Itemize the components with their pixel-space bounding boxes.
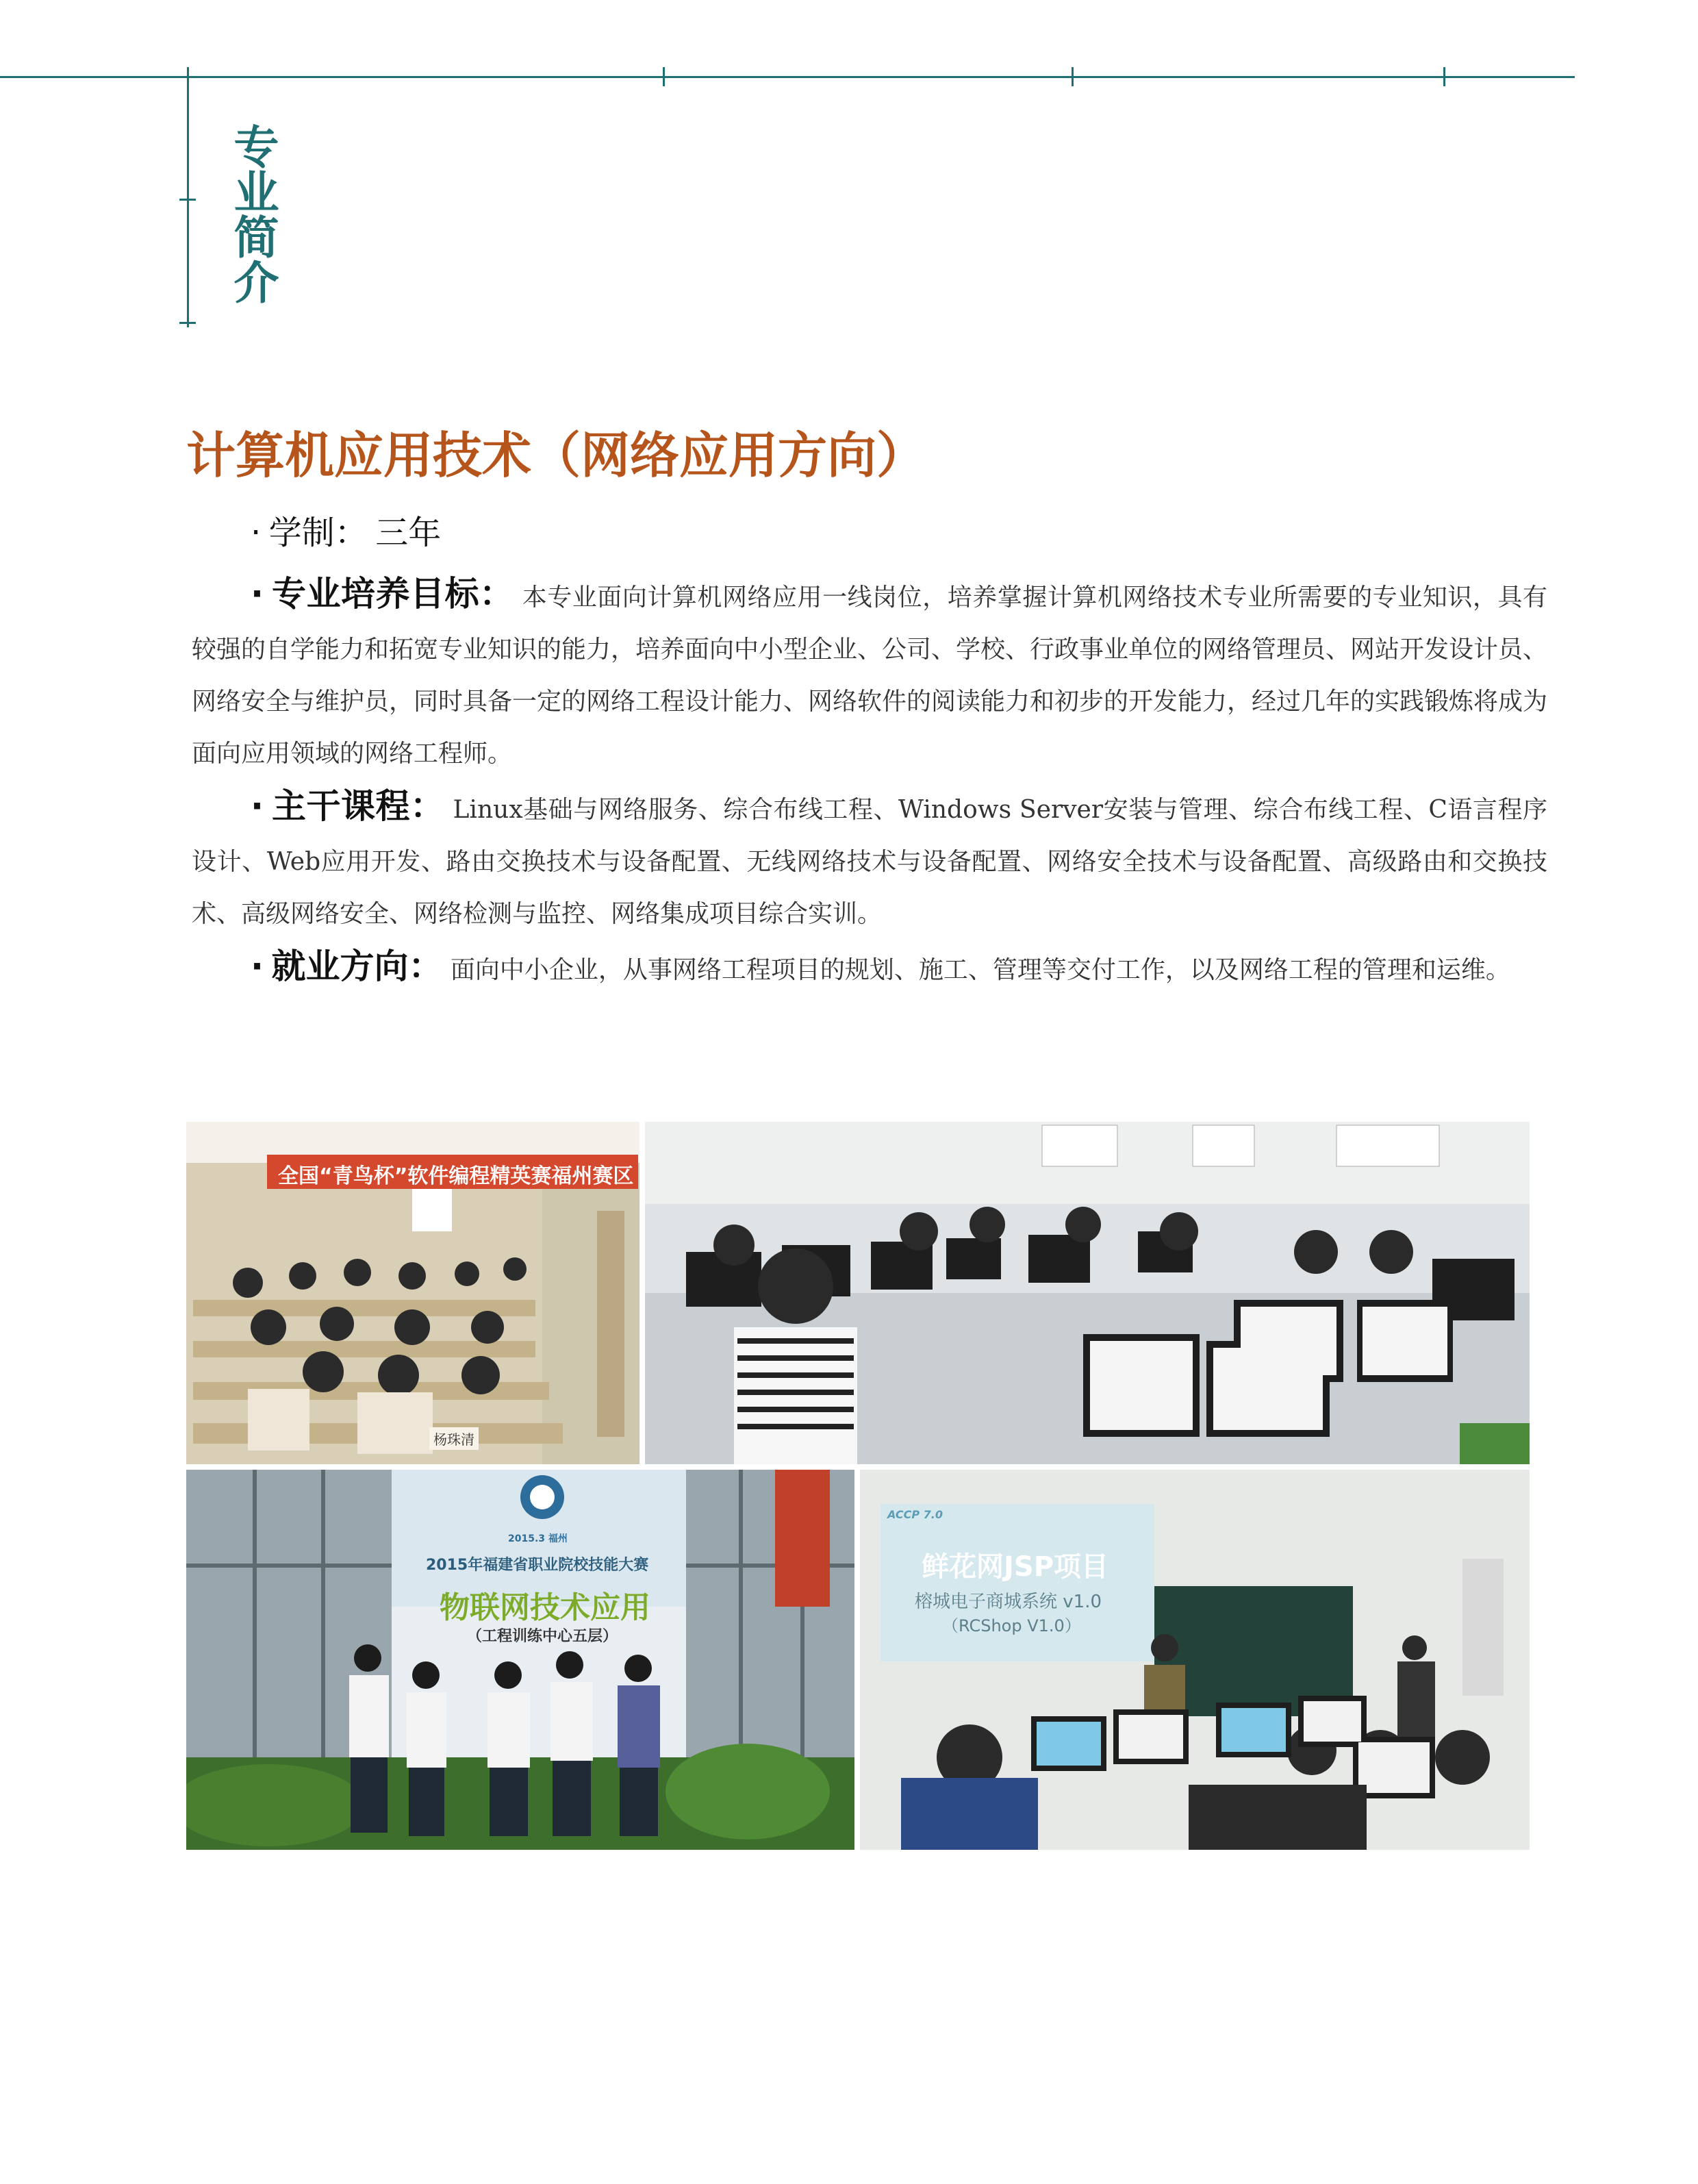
- photo-computer-lab: [645, 1122, 1530, 1464]
- projector-subtitle: 榕城电子商城系统 v1.0: [915, 1592, 1102, 1612]
- item-duration: [192, 507, 1547, 562]
- item-heading: 学制：: [268, 514, 368, 552]
- bullet: ·: [251, 786, 264, 826]
- item-text: 三年: [375, 514, 442, 552]
- event-topic: 物联网技术应用: [440, 1590, 650, 1625]
- event-venue: （工程训练中心五层）: [467, 1628, 618, 1645]
- photo-competition-classroom: [186, 1122, 639, 1464]
- item-career: [192, 940, 1547, 996]
- item-text: 本专业面向计算机网络应用一线岗位，培养掌握计算机网络技术专业所需要的专业知识，具有较强的自学能力和拓宽专业知识的能力，培养面向中小型企业、公司、学校、行政事业单位的网络管理员、网站开发设计员、网络安全与维护员，同时具备一定的网络工程设计能力、网络软件的阅读能力和初步的开发能力，经过几年的实践锻炼将成为面向应用领域的网络工程师。: [192, 583, 1548, 768]
- bullet: ·: [251, 514, 262, 552]
- top-rule: [0, 76, 1575, 78]
- item-heading: 专业培养目标：: [271, 574, 514, 614]
- rule-tick: [179, 322, 196, 324]
- major-title: 计算机应用技术（网络应用方向）: [186, 426, 926, 484]
- event-name: 2015年福建省职业院校技能大赛: [426, 1557, 649, 1574]
- item-text: Linux基础与网络服务、综合布线工程、Windows Server安装与管理、综合布线工程、C语言程序设计、Web应用开发、路由交换技术与设备配置、无线网络技术与设备配置、网络安全技术与设备配置、高级路由和交换技术、高级网络安全、网络检测与监控、网络集成项目综合实训。: [192, 796, 1547, 928]
- item-heading: 就业方向：: [271, 946, 443, 986]
- photo-project-presentation: [860, 1470, 1530, 1850]
- rule-tick: [1072, 67, 1074, 86]
- projector-logo: ACCP 7.0: [887, 1508, 943, 1521]
- item-text: 面向中小企业，从事网络工程项目的规划、施工、管理等交付工作，以及网络工程的管理和运维。: [450, 956, 1510, 984]
- major-description: [192, 507, 1547, 996]
- bullet: ·: [251, 946, 264, 986]
- rule-tick: [179, 199, 196, 201]
- projector-title: 鲜花网JSP项目: [922, 1551, 1109, 1583]
- event-date: 2015.3 福州: [508, 1533, 568, 1544]
- projector-version: （RCShop V1.0）: [942, 1616, 1081, 1635]
- banner-text: 全国“青鸟杯”软件编程精英赛福州赛区: [278, 1164, 634, 1188]
- photo-skills-competition: [186, 1470, 854, 1850]
- side-rule: [187, 67, 189, 327]
- item-courses: [192, 780, 1547, 940]
- rule-tick: [1443, 67, 1445, 86]
- nameplate: 杨珠清: [429, 1427, 479, 1450]
- bullet: ·: [251, 574, 264, 614]
- section-label: 专业简介: [226, 123, 279, 304]
- item-heading: 主干课程：: [271, 786, 445, 826]
- item-goal: [192, 568, 1547, 780]
- rule-tick: [663, 67, 665, 86]
